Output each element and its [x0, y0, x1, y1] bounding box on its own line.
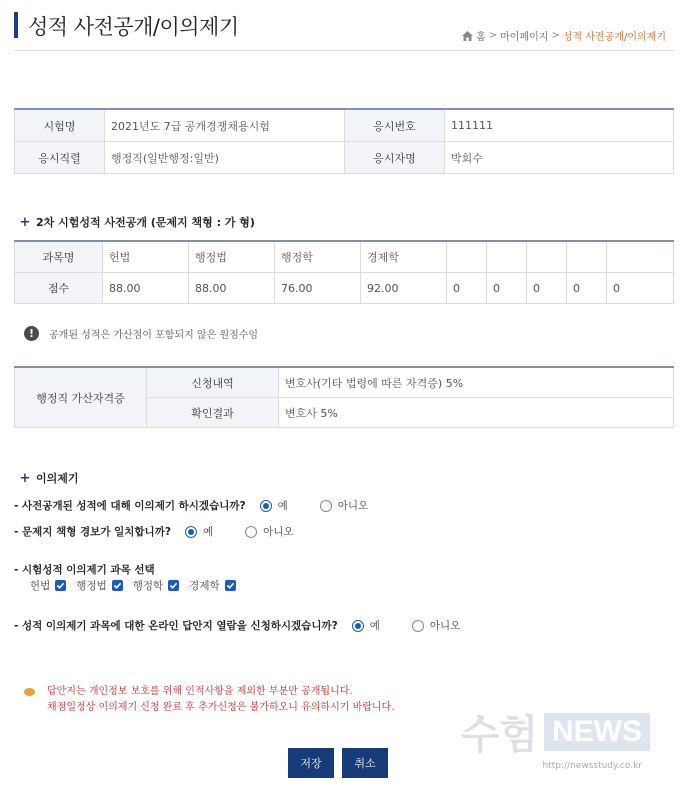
answer-yes-option[interactable]	[352, 618, 380, 633]
question-subject-text: - 시험성적 이의제기 과목 선택	[14, 564, 155, 576]
scores-heading-text: 2차 시험성적 사전공개 (문제지 책형 : 가 형)	[36, 216, 255, 229]
exclamation-icon: !	[24, 326, 39, 341]
subject-cell: 행정학	[275, 241, 361, 273]
score-cell: 76.00	[275, 273, 361, 304]
checkbox-label: 행정법	[76, 580, 107, 592]
question-objection-text: - 사전공개된 성적에 대해 이의제기 하시겠습니까?	[14, 500, 246, 512]
warning-line-1: 답안지는 개인정보 보호를 위해 인적사항을 제외한 부분만 공개됩니다.	[47, 686, 353, 697]
breadcrumb-home[interactable]: 홈	[476, 32, 486, 43]
exam-no-value: 111111	[445, 109, 674, 142]
warning-message	[24, 684, 394, 716]
score-cell: 0	[447, 273, 487, 304]
bonus-label: 행정직 가산자격증	[15, 367, 147, 428]
checkbox-checked-icon[interactable]	[112, 580, 123, 591]
job-value: 행정직(일반행정:일반)	[105, 142, 345, 174]
chevron-right-icon: >	[551, 30, 560, 41]
score-cell: 92.00	[361, 273, 447, 304]
radio-icon[interactable]	[320, 500, 332, 512]
exam-no-label: 응시번호	[345, 109, 445, 142]
subject-checkbox-public-admin[interactable]	[133, 578, 179, 593]
checkbox-label: 헌법	[30, 580, 51, 592]
breadcrumb-current: 성적 사전공개/이의제기	[562, 32, 666, 43]
subject-checkbox-economics[interactable]	[189, 578, 235, 593]
score-cell: 0	[487, 273, 527, 304]
checkbox-label: 경제학	[189, 580, 220, 592]
subject-checkbox-admin-law[interactable]	[76, 578, 122, 593]
subject-cell: 행정법	[189, 241, 275, 273]
booklet-no-option[interactable]	[245, 524, 293, 539]
exam-name-label: 시험명	[15, 109, 105, 142]
subject-cell	[447, 241, 487, 273]
speech-bubble-icon	[24, 688, 35, 696]
radio-icon[interactable]	[412, 620, 424, 632]
answer-no-option[interactable]	[412, 618, 460, 633]
subject-cell	[607, 241, 674, 273]
job-label: 응시직렬	[15, 142, 105, 174]
question-booklet-text: - 문제지 책형 경보가 일치합니까?	[14, 526, 171, 538]
question-answer-sheet	[14, 618, 492, 633]
bonus-apply-label: 신청내역	[147, 367, 279, 398]
plus-icon: +	[19, 470, 31, 486]
applicant-info-table	[14, 108, 674, 174]
score-cell: 0	[607, 273, 674, 304]
name-value: 박회수	[445, 142, 674, 174]
page-title: 성적 사전공개/이의제기	[28, 15, 239, 39]
score-notice	[24, 326, 258, 341]
option-label: 예	[369, 620, 380, 632]
checkbox-checked-icon[interactable]	[168, 580, 179, 591]
subject-cell	[567, 241, 607, 273]
subject-cell	[487, 241, 527, 273]
radio-selected-icon[interactable]	[185, 526, 197, 538]
radio-selected-icon[interactable]	[260, 500, 272, 512]
bonus-confirm-label: 확인결과	[147, 398, 279, 428]
option-label: 예	[277, 500, 288, 512]
table-row	[15, 273, 674, 304]
checkbox-label: 행정학	[132, 580, 164, 592]
checkbox-checked-icon[interactable]	[55, 580, 66, 591]
booklet-yes-option[interactable]	[185, 524, 213, 539]
bonus-table	[14, 366, 674, 428]
name-label: 응시자명	[345, 142, 445, 174]
subject-cell: 경제학	[361, 241, 447, 273]
option-label: 아니오	[337, 500, 369, 512]
watermark-url: http://newsstudy.co.kr	[542, 761, 642, 771]
score-cell: 0	[567, 273, 607, 304]
option-label: 아니오	[429, 620, 461, 632]
question-booklet	[14, 524, 326, 539]
bonus-confirm-value: 변호사 5%	[279, 398, 674, 428]
title-accent-bar	[14, 12, 18, 38]
watermark-logo	[461, 703, 650, 760]
bonus-apply-value: 변호사(기타 법령에 따른 자격증) 5%	[279, 367, 674, 398]
score-table	[14, 240, 674, 304]
home-icon[interactable]	[462, 31, 473, 41]
subject-cell: 헌법	[103, 241, 189, 273]
subject-cell	[527, 241, 567, 273]
question-objection	[14, 498, 400, 513]
score-cell: 88.00	[189, 273, 275, 304]
score-cell: 88.00	[103, 273, 189, 304]
save-button[interactable]: 저장	[288, 748, 334, 778]
question-answer-text: - 성적 이의제기 과목에 대한 온라인 답안지 열람을 신청하시겠습니까?	[14, 620, 338, 632]
plus-icon: +	[19, 214, 31, 230]
warning-line-2: 채점일정상 이의제기 신청 완료 후 추가신청은 불가하오니 유의하시기 바랍니다.	[47, 702, 395, 713]
objection-no-option[interactable]	[320, 498, 368, 513]
subject-checkbox-constitution[interactable]	[30, 578, 66, 593]
subject-label: 과목명	[15, 241, 103, 273]
question-subject-select	[14, 562, 169, 577]
checkbox-checked-icon[interactable]	[225, 580, 236, 591]
score-cell: 0	[527, 273, 567, 304]
scores-heading	[14, 214, 255, 230]
objection-yes-option[interactable]	[260, 498, 288, 513]
subject-checkboxes	[30, 578, 246, 593]
breadcrumb-mypage[interactable]: 마이페이지	[500, 32, 549, 43]
chevron-right-icon: >	[488, 30, 498, 41]
radio-selected-icon[interactable]	[352, 620, 364, 632]
option-label: 아니오	[263, 526, 294, 538]
watermark-ko: 수험	[460, 712, 538, 758]
objection-heading-text: 이의제기	[36, 472, 79, 485]
score-label: 점수	[15, 273, 103, 304]
header-divider	[14, 50, 674, 51]
objection-heading	[14, 470, 79, 486]
table-row	[15, 241, 674, 273]
score-notice-text: 공개된 성적은 가산점이 포함되지 않은 원점수임	[49, 330, 259, 341]
cancel-button[interactable]: 취소	[342, 748, 388, 778]
radio-icon[interactable]	[245, 526, 257, 538]
option-label: 예	[202, 526, 214, 538]
exam-name-value: 2021년도 7급 공개경쟁채용시험	[105, 109, 345, 142]
watermark-news: NEWS	[544, 713, 650, 751]
breadcrumb	[462, 28, 666, 43]
